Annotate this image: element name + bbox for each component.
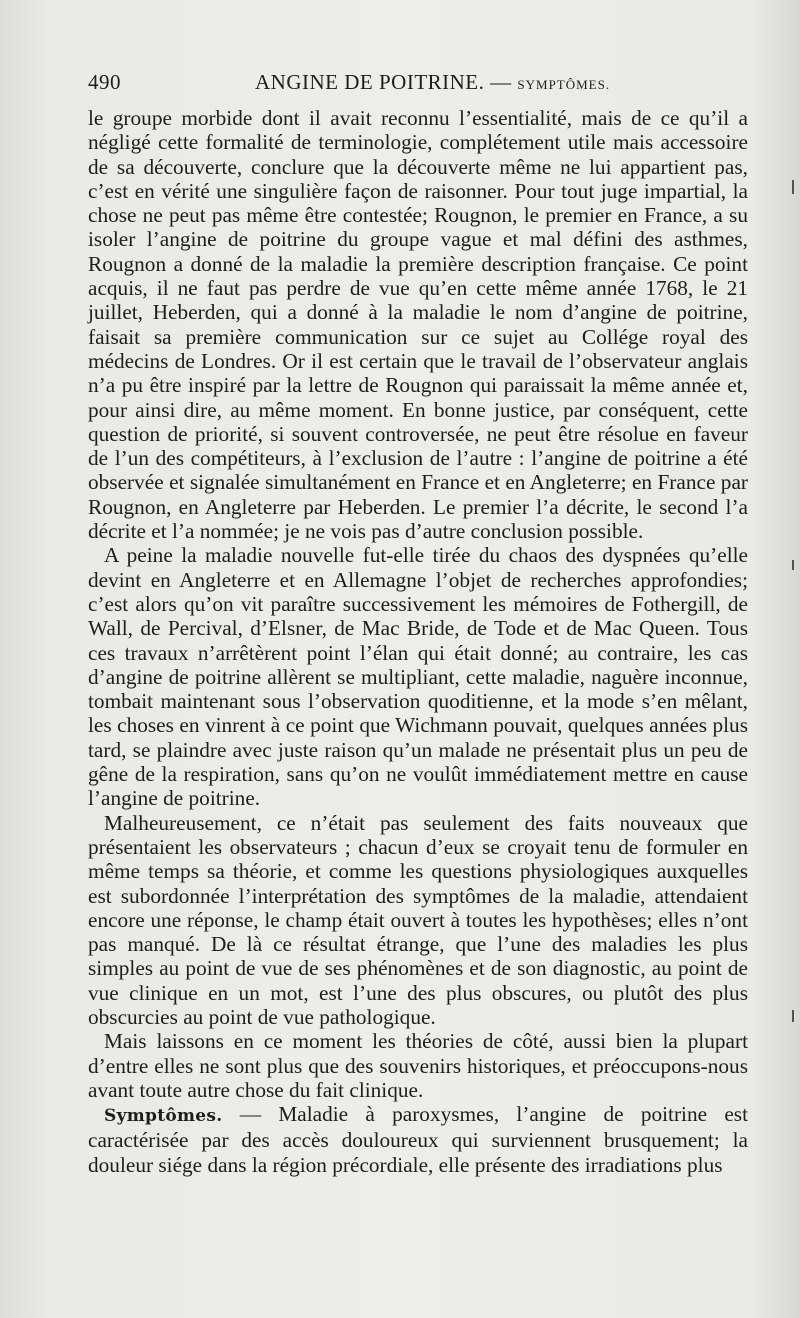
- page-header: [88, 70, 748, 100]
- running-head-section: SYMPTÔMES.: [517, 77, 611, 92]
- paragraph-2: [88, 543, 748, 810]
- paragraph-4: [88, 1029, 748, 1102]
- paragraph-4-text: Mais laissons en ce moment les théories de côté, aussi bien la plupart d’entre elles ne sont plus que des souvenirs historiques, et préoccupons-nous avant toute autre chose du fait clinique.: [88, 1029, 748, 1102]
- page-edge-mark: [792, 180, 794, 194]
- paragraph-5: [88, 1102, 748, 1177]
- running-head: [255, 70, 610, 95]
- paragraph-1: [88, 106, 748, 543]
- page-edge-mark: [792, 560, 794, 570]
- paragraph-3: [88, 811, 748, 1030]
- page-edge-mark: [792, 1010, 794, 1022]
- running-head-title: ANGINE DE POITRINE. —: [255, 70, 512, 94]
- paragraph-2-text: A peine la maladie nouvelle fut-elle tirée du chaos des dyspnées qu’elle devint en Angleterre et en Allemagne l’objet de recherches approfondies; c’est alors qu’on vit paraître successivement les mémoires de Fothergill, de Wall, de Percival, d’Elsner, de Mac Bride, de Tode et de Mac Queen. Tous ces travaux n’arrêtèrent point l’élan qui était donné; au contraire, les cas d’angine de poitrine allèrent se multipliant, cette maladie, naguère inconnue, tombait maintenant sous l’observation quoditienne, et la mode s’en mêlant, les choses en vinrent à ce point que Wichmann pouvait, quelques années plus tard, se plaindre avec juste raison qu’un malade ne présentait plus un peu de gêne de la respiration, sans qu’on ne voulût immédiatement mettre en cause l’angine de poitrine.: [88, 543, 748, 811]
- section-heading-symptomes: Symptômes.: [104, 1106, 223, 1127]
- paragraph-3-text: Malheureusement, ce n’était pas seulement des faits nouveaux que présentaient les observateurs ; chacun d’eux se croyait tenu de formuler en même temps sa théorie, et comme les questions physiologiques auxquelles est subordonnée l’interprétation des symptômes de la maladie, attendaient encore une réponse, le champ était ouvert à toutes les hypothèses; elles n’ont pas manqué. De là ce résultat étrange, que l’une des maladies les plus simples au point de vue de ses phénomènes et de son diagnostic, au point de vue clinique en un mot, est l’une des plus obscures, ou plutôt des plus obscurcies au point de vue pathologique.: [88, 810, 748, 1029]
- body-text: [88, 106, 748, 1177]
- paragraph-1-text: le groupe morbide dont il avait reconnu l’essentialité, mais de ce qu’il a négligé cette formalité de terminologie, complétement utile mais accessoire de sa découverte, conclure que la découverte même ne lui appartient pas, c’est en vérité une singulière façon de raisonner. Pour tout juge impartial, la chose ne peut pas même être contestée; Rougnon, le premier en France, a su isoler l’angine de poitrine du groupe vague et mal défini des asthmes, Rougnon a donné de la maladie la première description française. Ce point acquis, il ne faut pas perdre de vue qu’en cette même année 1768, le 21 juillet, Heberden, qui a donné à la maladie le nom d’angine de poitrine, faisait sa première communication sur ce sujet au Collége royal des médecins de Londres. Or il est certain que le travail de l’observateur anglais n’a pu être inspiré par la lettre de Rougnon qui paraissait la même année et, pour ainsi dire, au même moment. En bonne justice, par conséquent, cette question de priorité, si souvent controversée, ne peut être résolue en faveur de l’un des compétiteurs, à l’exclusion de l’autre : l’angine de poitrine a été observée et signalée simultanément en France et en Angleterre; en France par Rougnon, en Angleterre par Heberden. Le premier l’a décrite, le second l’a décrite et l’a nommée; je ne vois pas d’autre conclusion possible.: [88, 106, 748, 544]
- page-number: 490: [88, 70, 121, 94]
- paragraph-5-text: — Maladie à paroxysmes, l’angine de poitrine est caractérisée par des accès douloureux qui surviennent brusquement; la douleur siége dans la région précordiale, elle présente des irradiations plus: [88, 1102, 748, 1177]
